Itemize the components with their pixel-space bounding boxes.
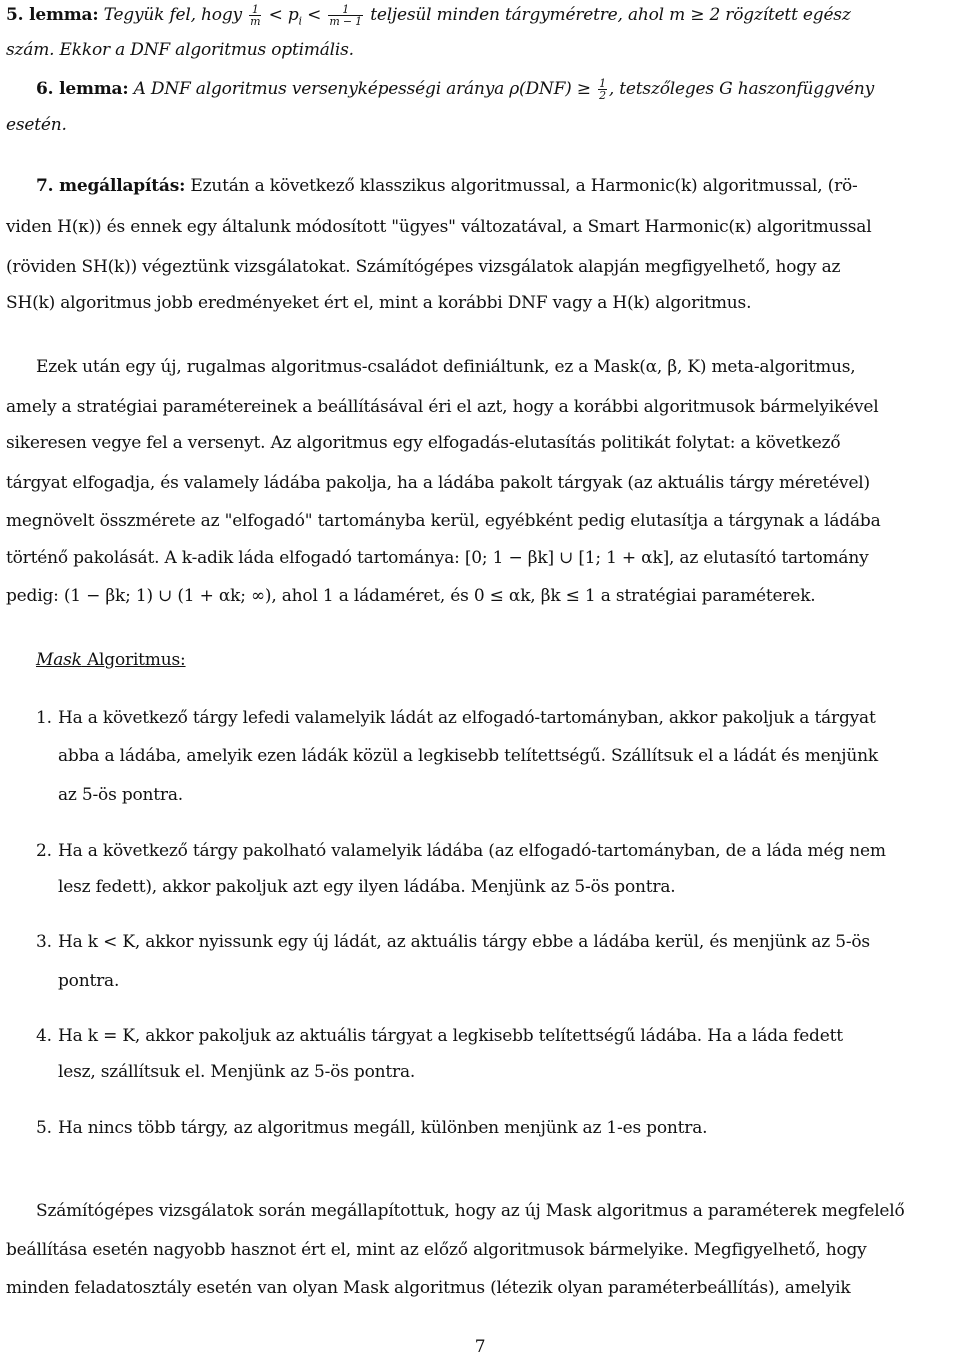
closing-line-1: Számítógépes vizsgálatok során megállapítottuk, hogy az új Mask algoritmus a paraméterek megfelelő <box>36 1201 905 1221</box>
statement-7-line-1: 7. megállapítás: Ezután a következő klasszikus algoritmussal, a Harmonic(k) algoritmussal, (rö- <box>36 176 858 196</box>
closing-line-3: minden feladatosztály esetén van olyan Mask algoritmus (létezik olyan paraméterbeállítás), amelyik <box>6 1278 851 1298</box>
step-3-line-1: Ha k < K, akkor nyissunk egy új ládát, az aktuális tárgy ebbe a ládába kerül, és menjünk az 5-ös <box>58 932 870 952</box>
lemma-5-label: 5. lemma: <box>6 5 99 25</box>
step-2-line-1: Ha a következő tárgy pakolható valamelyik ládába (az elfogadó-tartományban, de a láda még nem <box>58 841 886 861</box>
mask-paragraph-line-1: Ezek után egy új, rugalmas algoritmus-családot definiáltunk, ez a Mask(α, β, K) meta-algoritmus, <box>36 357 856 377</box>
step-2-number: 2. <box>36 841 52 861</box>
step-3-number: 3. <box>36 932 52 952</box>
mask-paragraph-line-2: amely a stratégiai paramétereinek a beállításával éri el azt, hogy a korábbi algoritmusok bármelyikével <box>6 397 879 417</box>
step-4-number: 4. <box>36 1026 52 1046</box>
statement-7-line-3: (röviden SH(k)) végeztünk vizsgálatokat. Számítógépes vizsgálatok alapján megfigyelhető, hogy az <box>6 257 841 277</box>
step-4-line-2: lesz, szállítsuk el. Menjünk az 5-ös pontra. <box>58 1062 416 1082</box>
fraction-1-over-m: $\frac{1}{m}$ <box>250 3 261 28</box>
mask-algorithm-heading: Mask Algoritmus: <box>36 650 186 670</box>
mask-paragraph-line-5: megnövelt összmérete az "elfogadó" tartományba kerül, egyébként pedig elutasítja a tárgynak a ládába <box>6 511 881 531</box>
mask-paragraph-line-3: sikeresen vegye fel a versenyt. Az algoritmus egy elfogadás-elutasítás politikát folytat: a következő <box>6 433 841 453</box>
mask-paragraph-line-4: tárgyat elfogadja, és valamely ládába pakolja, ha a ládába pakolt tárgyak (az aktuális tárgy méretével) <box>6 473 870 493</box>
lemma-5-line-1: 5. lemma: Tegyük fel, hogy $\frac{1}{m}$ < $p_i$ < $\frac{1}{m - 1}$ teljesül minden tárgyméretre, ahol m ≥ 2 rögzített egész <box>6 3 851 28</box>
mask-paragraph-line-7: pedig: (1 − βk; 1) ∪ (1 + αk; ∞), ahol 1 a ládaméret, és 0 ≤ αk, βk ≤ 1 a stratégiai paraméterek. <box>6 586 816 606</box>
step-4-line-1: Ha k = K, akkor pakoljuk az aktuális tárgyat a legkisebb telítettségű ládába. Ha a láda fedett <box>58 1026 843 1046</box>
fraction-1-over-m-minus-1: $\frac{1}{m - 1}$ <box>329 3 362 28</box>
lemma-5-line-2: szám. Ekkor a DNF algoritmus optimális. <box>6 40 354 60</box>
step-1-line-1: Ha a következő tárgy lefedi valamelyik ládát az elfogadó-tartományban, akkor pakoljuk a tárgyat <box>58 708 876 728</box>
closing-line-2: beállítása esetén nagyobb hasznot ért el, mint az előző algoritmusok bármelyike. Megfigyelhető, hogy <box>6 1240 867 1260</box>
mask-paragraph-line-6: történő pakolását. A k-adik láda elfogadó tartománya: [0; 1 − βk] ∪ [1; 1 + αk], az elutasító tartomány <box>6 548 869 568</box>
lemma-6-line-2: esetén. <box>6 115 67 135</box>
step-1-line-2: abba a ládába, amelyik ezen ládák közül a legkisebb telítettségű. Szállítsuk el a ládát és menjünk <box>58 746 878 766</box>
fraction-1-over-2: $\frac{1}{2}$ <box>599 77 606 102</box>
step-5-line-1: Ha nincs több tárgy, az algoritmus megáll, különben menjünk az 1-es pontra. <box>58 1118 708 1138</box>
step-1-line-3: az 5-ös pontra. <box>58 785 183 805</box>
statement-7-line-2: viden H(κ)) és ennek egy általunk módosított "ügyes" változatával, a Smart Harmonic(κ) algoritmussal <box>6 217 872 237</box>
step-1-number: 1. <box>36 708 52 728</box>
step-3-line-2: pontra. <box>58 971 120 991</box>
lemma-6-label: 6. lemma: <box>36 79 129 99</box>
page-number: 7 <box>474 1337 486 1357</box>
step-5-number: 5. <box>36 1118 52 1138</box>
lemma-6-line-1: 6. lemma: A DNF algoritmus versenyképességi aránya ρ(DNF) ≥ $\frac{1}{2}$ , tetszőleges G haszonfüggvény <box>36 77 875 102</box>
statement-7-line-4: SH(k) algoritmus jobb eredményeket ért el, mint a korábbi DNF vagy a H(k) algoritmus. <box>6 293 752 313</box>
statement-7-label: 7. megállapítás: <box>36 176 186 196</box>
step-2-line-2: lesz fedett), akkor pakoljuk azt egy ilyen ládába. Menjünk az 5-ös pontra. <box>58 877 676 897</box>
